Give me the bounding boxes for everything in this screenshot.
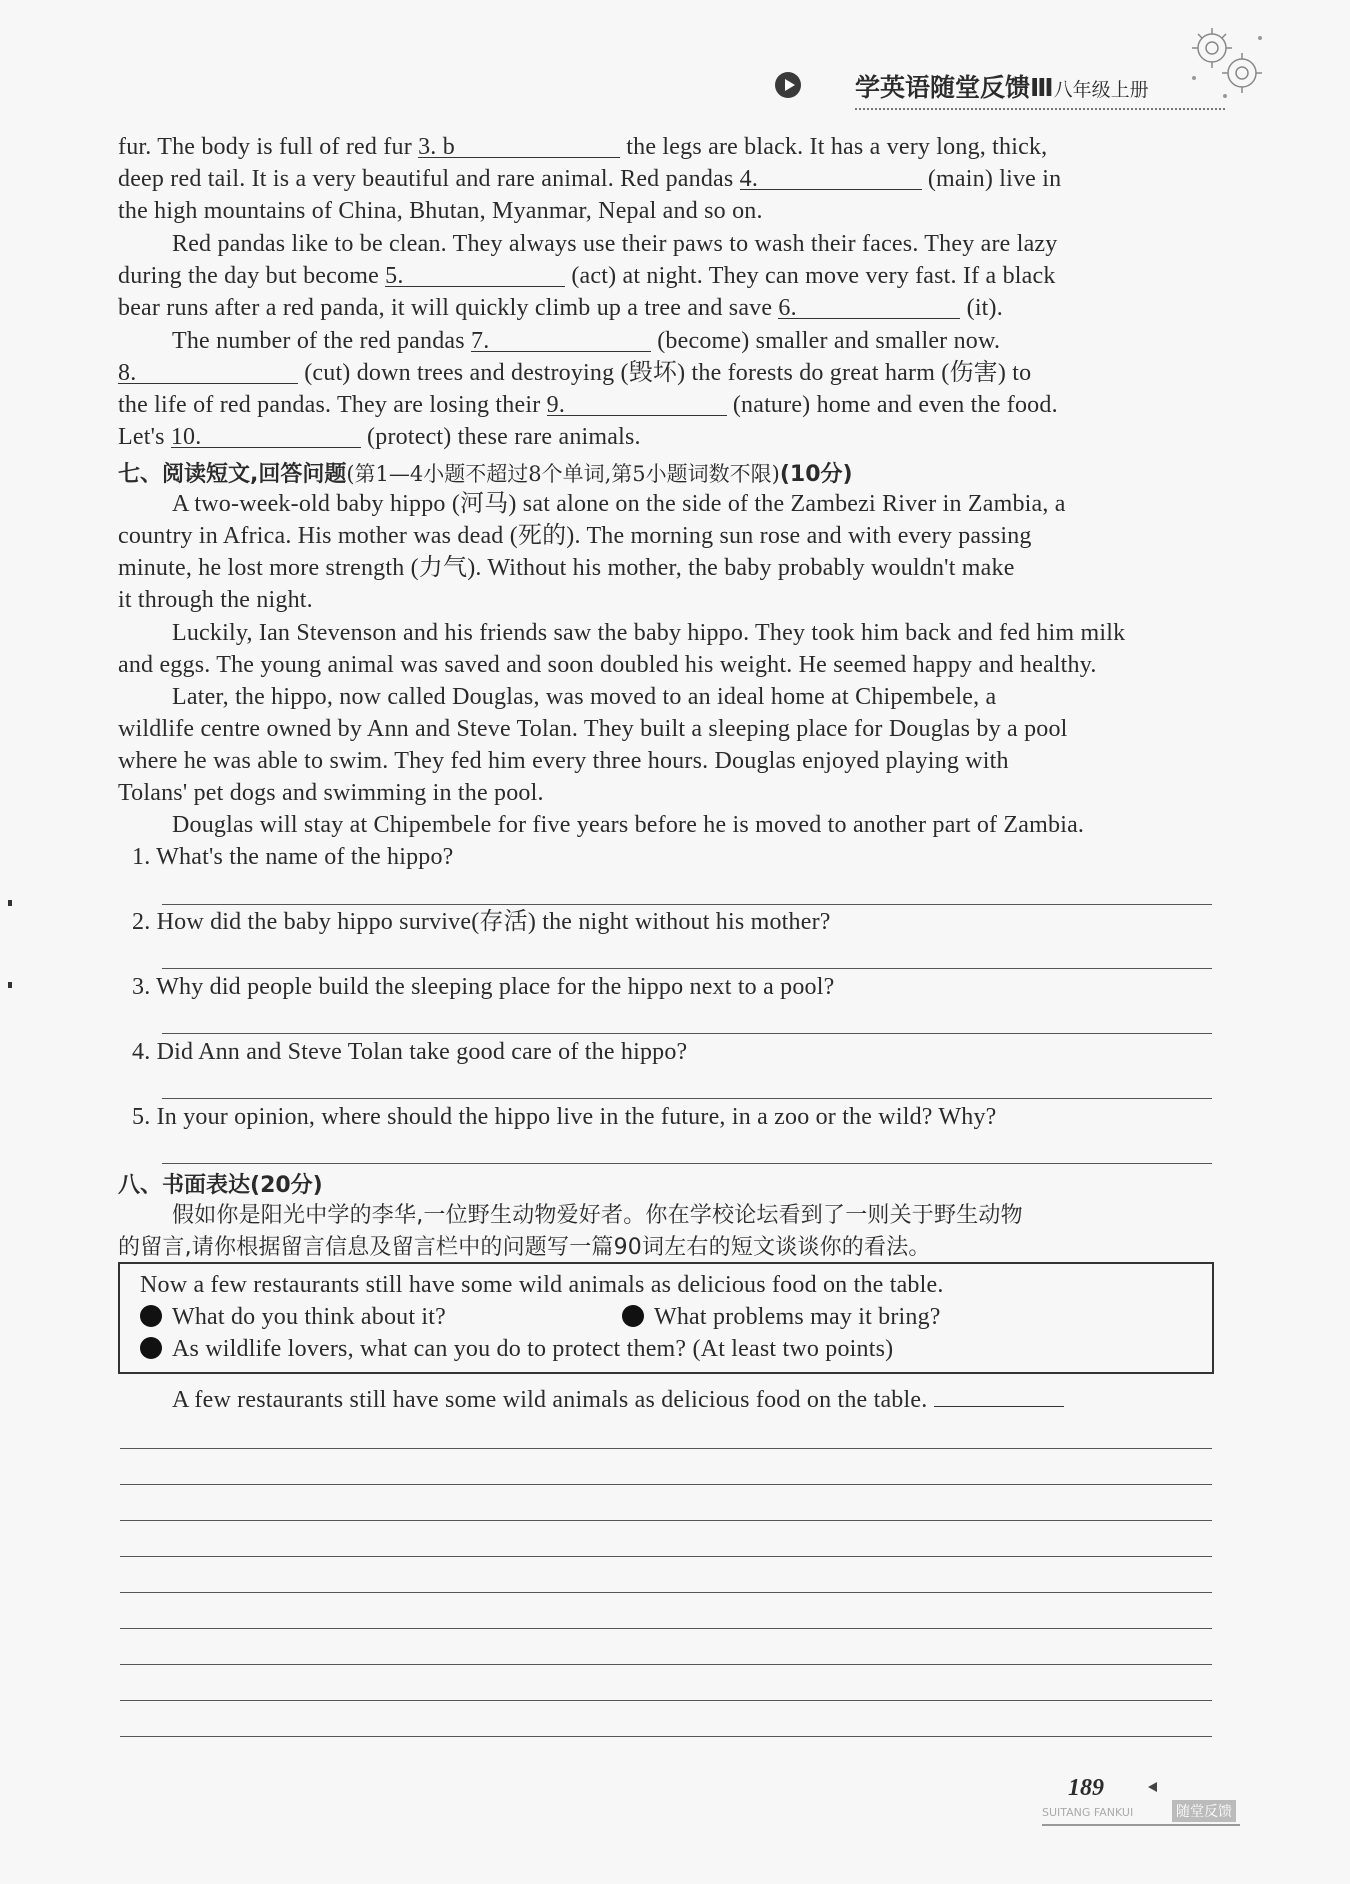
text-line: deep red tail. It is a very beautiful and rare animal. Red pandas 4. (main) live in (118, 163, 1061, 195)
essay-start: A few restaurants still have some wild animals as delicious food on the table. (172, 1380, 1064, 1416)
answer-line[interactable] (162, 1098, 1212, 1099)
answer-line[interactable] (162, 1033, 1212, 1034)
answer-blank[interactable]: 10. (171, 421, 361, 448)
bullet-icon (622, 1305, 644, 1327)
reading-line: Luckily, Ian Stevenson and his friends saw the baby hippo. They took him back and fed him milk (172, 620, 1126, 646)
answer-blank[interactable]: 3. b (418, 131, 620, 158)
answer-blank[interactable]: 8. (118, 357, 298, 384)
answer-blank[interactable]: 4. (740, 163, 922, 190)
book-title: 学英语随堂反馈Ⅲ八年级上册 (855, 73, 1149, 102)
writing-line[interactable] (120, 1520, 1212, 1521)
writing-line[interactable] (120, 1700, 1212, 1701)
reading-line: minute, he lost more strength (力气). Without his mother, the baby probably wouldn't make (118, 555, 1015, 581)
forum-question: As wildlife lovers, what can you do to protect them? (At least two points) (140, 1333, 893, 1365)
flower-decoration-icon (1180, 18, 1270, 108)
text-line: Red pandas like to be clean. They always use their paws to wash their faces. They are lazy (172, 231, 1058, 257)
answer-blank[interactable]: 6. (778, 292, 960, 319)
writing-line[interactable] (120, 1592, 1212, 1593)
section-8-heading: 八、书面表达(20分) (118, 1173, 323, 1198)
answer-line[interactable] (162, 1163, 1212, 1164)
play-icon (775, 72, 801, 98)
page-footer: SUITANG FANKUI 随堂反馈 (1042, 1806, 1240, 1826)
reading-line: wildlife centre owned by Ann and Steve Tolan. They built a sleeping place for Douglas by a pool (118, 716, 1068, 742)
reading-line: Douglas will stay at Chipembele for five years before he is moved to another part of Zambia. (172, 812, 1085, 838)
reading-line: Tolans' pet dogs and swimming in the pool. (118, 780, 544, 806)
answer-blank[interactable]: 7. (471, 325, 651, 352)
forum-question: What do you think about it? (140, 1301, 446, 1333)
question: 3. Why did people build the sleeping place for the hippo next to a pool? (132, 974, 835, 1000)
reading-line: Later, the hippo, now called Douglas, was moved to an ideal home at Chipembele, a (172, 684, 997, 710)
text-line: during the day but become 5. (act) at night. They can move very fast. If a black (118, 260, 1056, 292)
header-divider (855, 108, 1225, 110)
writing-line[interactable] (120, 1484, 1212, 1485)
page-number: 189 (1068, 1775, 1104, 1801)
text-line: The number of the red pandas 7. (become) smaller and smaller now. (172, 325, 1000, 357)
writing-instructions: 假如你是阳光中学的李华,一位野生动物爱好者。你在学校论坛看到了一则关于野生动物 (172, 1203, 1023, 1228)
text-line: Let's 10. (protect) these rare animals. (118, 421, 641, 453)
reading-line: country in Africa. His mother was dead (死的). The morning sun rose and with every passing (118, 523, 1032, 549)
forum-message: Now a few restaurants still have some wild animals as delicious food on the table. (140, 1272, 944, 1298)
bullet-icon (140, 1337, 162, 1359)
answer-line[interactable] (162, 904, 1212, 905)
text-line: the high mountains of China, Bhutan, Myanmar, Nepal and so on. (118, 198, 763, 224)
text-line: bear runs after a red panda, it will quickly climb up a tree and save 6. (it). (118, 292, 1003, 324)
essay-blank[interactable] (934, 1380, 1064, 1407)
reading-line: where he was able to swim. They fed him every three hours. Douglas enjoyed playing with (118, 748, 1009, 774)
writing-line[interactable] (120, 1664, 1212, 1665)
reading-line: it through the night. (118, 587, 313, 613)
answer-line[interactable] (162, 968, 1212, 969)
scan-mark (8, 900, 12, 906)
forum-message-box (118, 1262, 1214, 1374)
writing-line[interactable] (120, 1448, 1212, 1449)
writing-line[interactable] (120, 1628, 1212, 1629)
text-line: the life of red pandas. They are losing their 9. (nature) home and even the food. (118, 389, 1058, 421)
writing-line[interactable] (120, 1556, 1212, 1557)
section-7-heading: 七、阅读短文,回答问题(第1—4小题不超过8个单词,第5小题词数不限)(10分) (118, 462, 853, 487)
page-header (775, 62, 1225, 112)
writing-instructions: 的留言,请你根据留言信息及留言栏中的问题写一篇90词左右的短文谈谈你的看法。 (118, 1235, 931, 1260)
writing-line[interactable] (120, 1736, 1212, 1737)
question: 4. Did Ann and Steve Tolan take good care of the hippo? (132, 1039, 688, 1065)
answer-blank[interactable]: 5. (385, 260, 565, 287)
question: 1. What's the name of the hippo? (132, 844, 454, 870)
reading-line: and eggs. The young animal was saved and soon doubled his weight. He seemed happy and healthy. (118, 652, 1097, 678)
forum-question: What problems may it bring? (622, 1301, 941, 1333)
arrow-left-icon (1148, 1782, 1157, 1792)
text-line: 8. (cut) down trees and destroying (毁坏) the forests do great harm (伤害) to (118, 357, 1031, 389)
scan-mark (8, 982, 12, 988)
text-line: fur. The body is full of red fur 3. b the legs are black. It has a very long, thick, (118, 131, 1047, 163)
question: 5. In your opinion, where should the hippo live in the future, in a zoo or the wild? Why? (132, 1104, 997, 1130)
bullet-icon (140, 1305, 162, 1327)
question: 2. How did the baby hippo survive(存活) the night without his mother? (132, 909, 831, 935)
reading-line: A two-week-old baby hippo (河马) sat alone on the side of the Zambezi River in Zambia, a (172, 491, 1066, 517)
answer-blank[interactable]: 9. (547, 389, 727, 416)
